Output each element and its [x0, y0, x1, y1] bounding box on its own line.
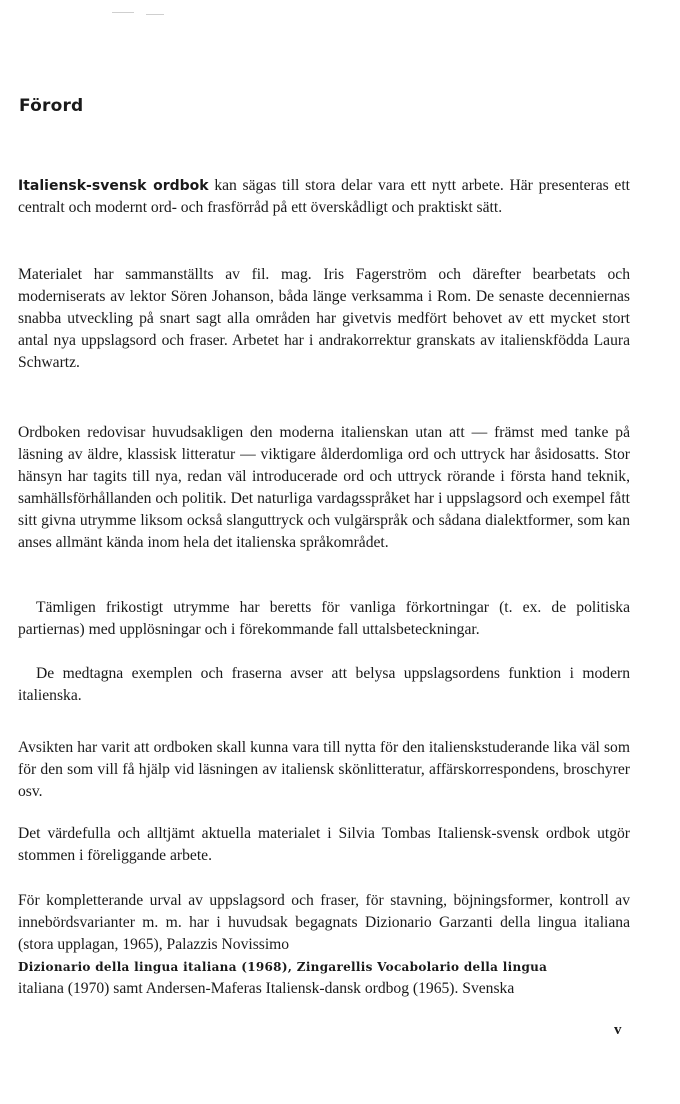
- paragraph-examples: De medtagna exemplen och fraserna avser att belysa uppslagsordens funktion i modern italienska.: [18, 665, 630, 705]
- book-title-lead: Italiensk-svensk ordbok: [18, 178, 209, 194]
- scan-artifact: [112, 12, 134, 13]
- paragraph-source: Det värdefulla och alltjämt aktuella materialet i Silvia Tombas Italiensk-svensk ordbok utgör stommen i föreliggande arbete.: [18, 825, 630, 865]
- page-number: v: [614, 1022, 622, 1038]
- scan-artifact: [146, 14, 164, 15]
- references-text-c: italiana (1970) samt Andersen-Maferas Italiensk-dansk ordbog (1965). Svenska: [18, 980, 515, 998]
- references-text-b: Dizionario della lingua italiana (1968), Zingarellis Vocabolario della lingua: [18, 960, 548, 975]
- paragraph-intro: [18, 175, 630, 219]
- paragraph-purpose: Avsikten har varit att ordboken skall kunna vara till nytta för den italienskstuderande lika väl som för den som vill få hjälp vid läsningen av italiensk skönlitteratur, affärskorrespondens, broschyrer osv.: [18, 739, 630, 801]
- paragraph-references: [18, 890, 630, 1000]
- paragraph-authors: Materialet har sammanställts av fil. mag. Iris Fagerström och därefter bearbetats och moderniserats av lektor Sören Johanson, båda länge verksamma i Rom. De senaste decenniernas snabba utveckling på snart sagt alla områden har givetvis medfört behovet av ett mycket stort antal nya uppslagsord och fraser. Arbetet har i andrakorrektur granskats av italienskfödda Laura Schwartz.: [18, 266, 630, 372]
- paragraph-scope: Ordboken redovisar huvudsakligen den moderna italienskan utan att — främst med tanke på läsning av äldre, klassisk litteratur — viktigare ålderdomliga ord och uttryck har åsidosatts. Stor hänsyn har tagits till nya, redan väl introducerade ord och uttryck rörande i första hand teknik, samhällsförhållanden och politik. Det naturliga vardagsspråket har i uppslagsord och exempel fått sitt givna utrymme liksom också slanguttryck och vulgärspråk och sådana dialektformer, som kan anses allmänt kända inom hela det italienska språkområdet.: [18, 424, 630, 552]
- paragraph-abbreviations: Tämligen frikostigt utrymme har beretts för vanliga förkortningar (t. ex. de politiska partiernas) med upplösningar och i förekommande fall uttalsbeteckningar.: [18, 599, 630, 639]
- page-title: Förord: [19, 96, 84, 116]
- references-text-a: För kompletterande urval av uppslagsord och fraser, för stavning, böjningsformer, kontroll av innebördsvarianter m. m. har i huvudsak begagnats Dizionario Garzanti della lingua italiana (stora upplagan, 1965), Palazzis Novissimo: [18, 892, 630, 954]
- paragraph-intro-text: kan sägas till stora delar vara ett nytt arbete. Här presenteras ett centralt och modernt ord- och frasförråd på ett överskådligt och praktiskt sätt.: [18, 177, 630, 217]
